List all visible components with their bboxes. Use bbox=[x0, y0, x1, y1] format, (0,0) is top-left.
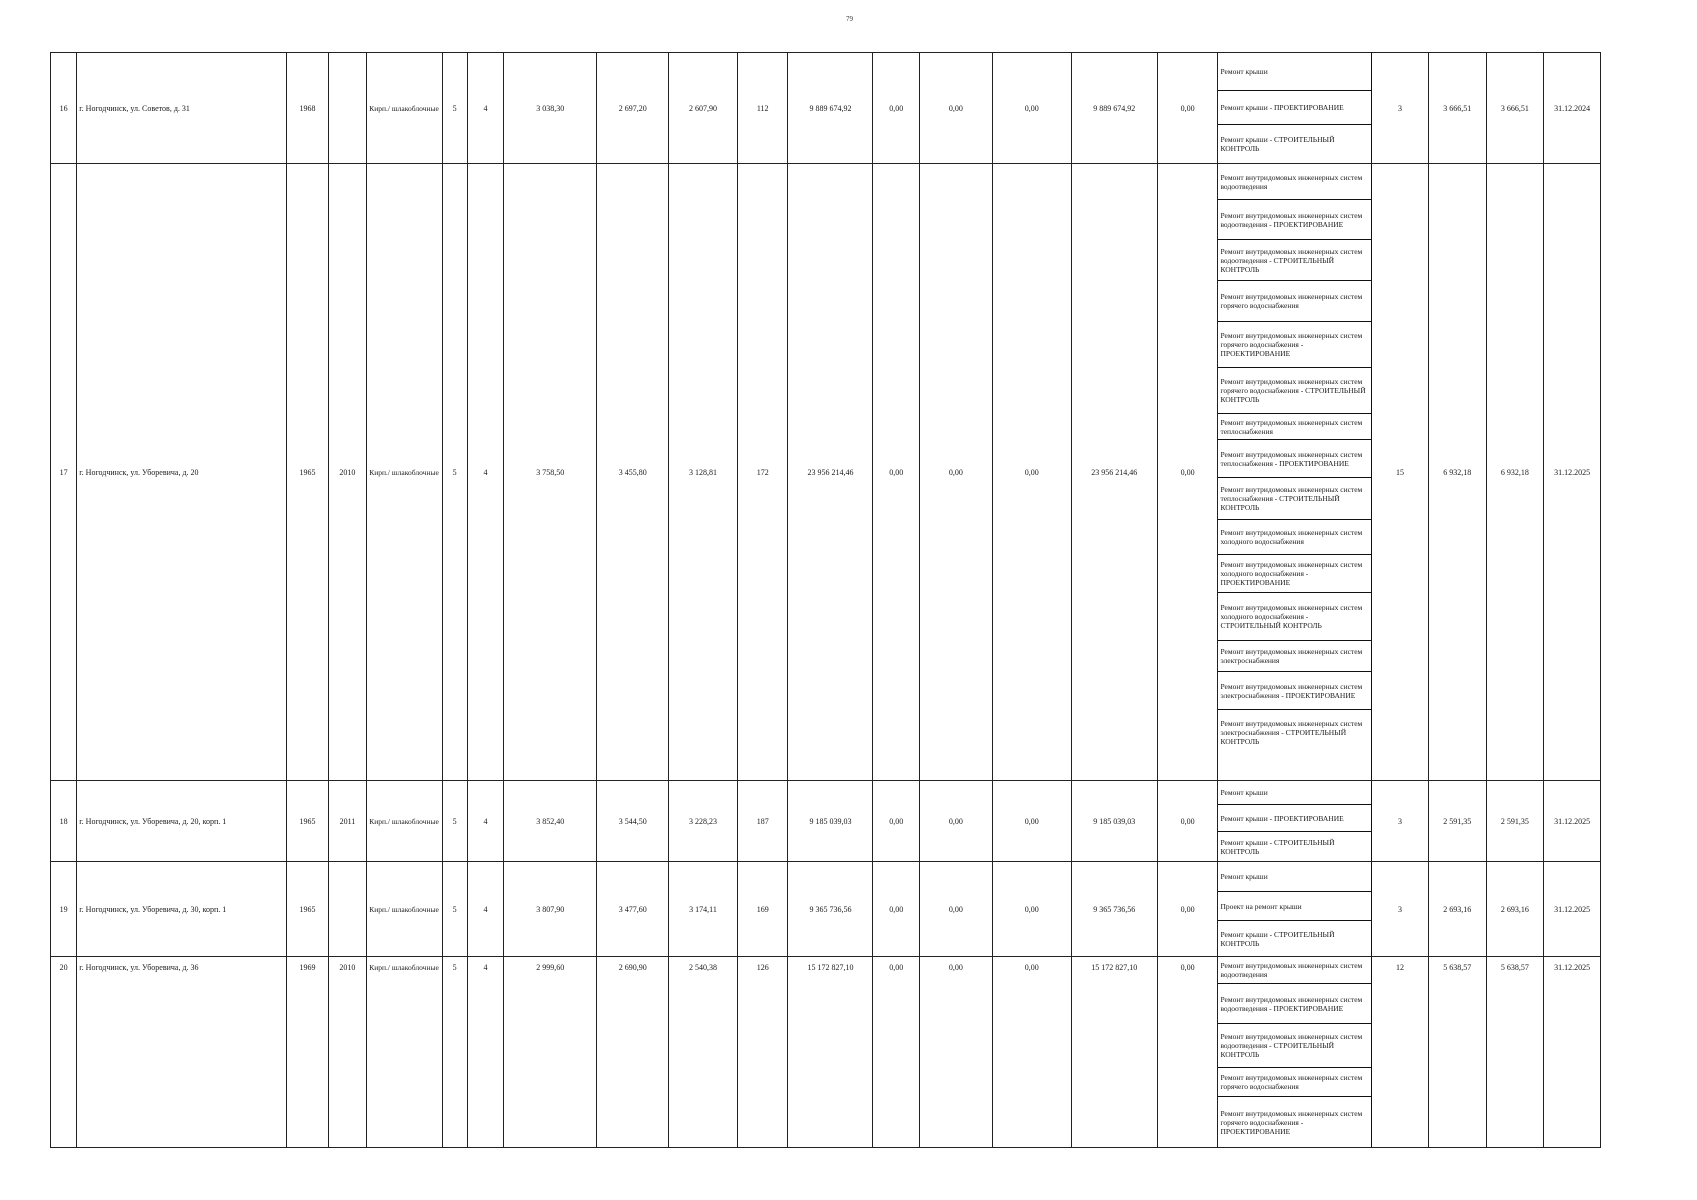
work-item: Ремонт внутридомовых инженерных систем водоотведения bbox=[1218, 164, 1371, 200]
cell-residential-area: 2 607,90 bbox=[669, 53, 738, 164]
cell-year-overhaul bbox=[329, 862, 366, 957]
cell-max-unit-cost: 2 591,35 bbox=[1486, 781, 1544, 862]
work-item: Ремонт крыши - СТРОИТЕЛЬНЫЙ КОНТРОЛЬ bbox=[1220, 135, 1335, 153]
cell-address: г. Ногодчинск, ул. Уборевича, д. 36 bbox=[77, 957, 286, 1148]
cell-total-area: 2 999,60 bbox=[504, 957, 597, 1148]
cell-entrances: 4 bbox=[467, 862, 503, 957]
cell-owners-funds: 15 172 827,10 bbox=[1071, 957, 1157, 1148]
work-item: Ремонт внутридомовых инженерных систем теплоснабжения - СТРОИТЕЛЬНЫЙ КОНТРОЛЬ bbox=[1218, 478, 1371, 520]
work-item: Ремонт внутридомовых инженерных систем теплоснабжения bbox=[1218, 414, 1371, 440]
cell-total-area: 3 758,50 bbox=[504, 164, 597, 781]
cell-no: 20 bbox=[51, 957, 77, 1148]
table-row bbox=[51, 53, 1601, 164]
cell-max-unit-cost: 2 693,16 bbox=[1486, 862, 1544, 957]
cell-fund-1: 0,00 bbox=[873, 781, 920, 862]
cell-address: г. Ногодчинск, ул. Уборевича, д. 20 bbox=[77, 164, 286, 781]
cell-floors: 5 bbox=[442, 781, 467, 862]
cell-year-overhaul: 2010 bbox=[329, 957, 366, 1148]
work-item: Ремонт внутридомовых инженерных систем водоотведения - ПРОЕКТИРОВАНИЕ bbox=[1218, 200, 1371, 240]
work-item: Ремонт крыши bbox=[1218, 53, 1371, 91]
cell-deadline: 31.12.2025 bbox=[1544, 781, 1601, 862]
cell-living-area: 3 455,80 bbox=[597, 164, 669, 781]
cell-fund-3: 0,00 bbox=[992, 53, 1071, 164]
cell-fund-2: 0,00 bbox=[920, 957, 993, 1148]
cell-wall-material: Кирп./ шлакоблочные bbox=[366, 957, 442, 1148]
cell-floors: 5 bbox=[442, 862, 467, 957]
work-item: Ремонт внутридомовых инженерных систем водоотведения - СТРОИТЕЛЬНЫЙ КОНТРОЛЬ bbox=[1218, 240, 1371, 281]
cell-residential-area: 3 174,11 bbox=[669, 862, 738, 957]
cell-year-overhaul: 2010 bbox=[329, 164, 366, 781]
cell-total-area: 3 038,30 bbox=[504, 53, 597, 164]
cell-fund-1: 0,00 bbox=[873, 164, 920, 781]
cell-works-count: 3 bbox=[1372, 53, 1429, 164]
cell-fund-2: 0,00 bbox=[920, 781, 993, 862]
cell-year-built: 1969 bbox=[286, 957, 328, 1148]
cell-other-funds: 0,00 bbox=[1157, 53, 1218, 164]
work-item: Ремонт внутридомовых инженерных систем электроснабжения - СТРОИТЕЛЬНЫЙ КОНТРОЛЬ bbox=[1220, 718, 1363, 746]
cell-entrances: 4 bbox=[467, 53, 503, 164]
cell-address: г. Ногодчинск, ул. Уборевича, д. 20, корп. 1 bbox=[77, 781, 286, 862]
cell-no: 17 bbox=[51, 164, 77, 781]
cell-year-built: 1965 bbox=[286, 781, 328, 862]
cell-year-built: 1968 bbox=[286, 53, 328, 164]
work-item: Ремонт крыши - СТРОИТЕЛЬНЫЙ КОНТРОЛЬ bbox=[1220, 929, 1335, 948]
work-item: Ремонт внутридомовых инженерных систем холодного водоснабжения - ПРОЕКТИРОВАНИЕ bbox=[1218, 555, 1371, 593]
cell-fund-3: 0,00 bbox=[992, 781, 1071, 862]
cell-total-cost: 9 185 039,03 bbox=[788, 781, 873, 862]
cell-owners-funds: 9 365 736,56 bbox=[1071, 862, 1157, 957]
cell-max-unit-cost: 6 932,18 bbox=[1486, 164, 1544, 781]
cell-total-cost: 9 889 674,92 bbox=[788, 53, 873, 164]
cell-residents: 172 bbox=[737, 164, 788, 781]
cell-other-funds: 0,00 bbox=[1157, 164, 1218, 781]
cell-wall-material: Кирп./ шлакоблочные bbox=[366, 862, 442, 957]
cell-address: г. Ногодчинск, ул. Советов, д. 31 bbox=[77, 53, 286, 164]
cell-unit-cost: 3 666,51 bbox=[1428, 53, 1486, 164]
cell-deadline: 31.12.2024 bbox=[1544, 53, 1601, 164]
work-item: Проект на ремонт крыши bbox=[1218, 892, 1371, 921]
cell-owners-funds: 9 889 674,92 bbox=[1071, 53, 1157, 164]
cell-year-overhaul: 2011 bbox=[329, 781, 366, 862]
cell-address: г. Ногодчинск, ул. Уборевича, д. 30, корп. 1 bbox=[77, 862, 286, 957]
work-item: Ремонт внутридомовых инженерных систем горячего водоснабжения bbox=[1218, 281, 1371, 322]
cell-other-funds: 0,00 bbox=[1157, 781, 1218, 862]
work-item: Ремонт крыши - СТРОИТЕЛЬНЫЙ КОНТРОЛЬ bbox=[1220, 837, 1335, 856]
table-row bbox=[51, 957, 1601, 1148]
cell-residential-area: 3 228,23 bbox=[669, 781, 738, 862]
cell-unit-cost: 5 638,57 bbox=[1428, 957, 1486, 1148]
table-row bbox=[51, 862, 1601, 957]
cell-fund-1: 0,00 bbox=[873, 53, 920, 164]
cell-total-cost: 23 956 214,46 bbox=[788, 164, 873, 781]
cell-works bbox=[1218, 957, 1372, 1148]
cell-residential-area: 3 128,81 bbox=[669, 164, 738, 781]
cell-unit-cost: 6 932,18 bbox=[1428, 164, 1486, 781]
work-item: Ремонт внутридомовых инженерных систем водоотведения bbox=[1218, 957, 1371, 984]
cell-fund-2: 0,00 bbox=[920, 862, 993, 957]
cell-total-area: 3 852,40 bbox=[504, 781, 597, 862]
cell-living-area: 3 544,50 bbox=[597, 781, 669, 862]
cell-owners-funds: 9 185 039,03 bbox=[1071, 781, 1157, 862]
cell-entrances: 4 bbox=[467, 164, 503, 781]
cell-wall-material: Кирп./ шлакоблочные bbox=[366, 53, 442, 164]
work-item: Ремонт внутридомовых инженерных систем теплоснабжения - ПРОЕКТИРОВАНИЕ bbox=[1218, 440, 1371, 478]
cell-other-funds: 0,00 bbox=[1157, 862, 1218, 957]
cell-deadline: 31.12.2025 bbox=[1544, 164, 1601, 781]
cell-deadline: 31.12.2025 bbox=[1544, 862, 1601, 957]
work-item: Ремонт внутридомовых инженерных систем горячего водоснабжения - ПРОЕКТИРОВАНИЕ bbox=[1218, 322, 1371, 368]
work-item: Ремонт крыши - ПРОЕКТИРОВАНИЕ bbox=[1218, 91, 1371, 125]
table-row bbox=[51, 781, 1601, 862]
cell-works-count: 15 bbox=[1372, 164, 1429, 781]
cell-works-count: 3 bbox=[1372, 862, 1429, 957]
cell-living-area: 2 690,90 bbox=[597, 957, 669, 1148]
work-item: Ремонт крыши bbox=[1218, 781, 1371, 805]
cell-works bbox=[1218, 862, 1372, 957]
cell-residents: 126 bbox=[737, 957, 788, 1148]
table-body bbox=[51, 53, 1601, 1148]
work-item: Ремонт внутридомовых инженерных систем водоотведения - ПРОЕКТИРОВАНИЕ bbox=[1218, 984, 1371, 1024]
page-number: 79 bbox=[846, 15, 853, 23]
cell-no: 19 bbox=[51, 862, 77, 957]
cell-owners-funds: 23 956 214,46 bbox=[1071, 164, 1157, 781]
cell-floors: 5 bbox=[442, 164, 467, 781]
work-item: Ремонт внутридомовых инженерных систем горячего водоснабжения - СТРОИТЕЛЬНЫЙ КОНТРОЛЬ bbox=[1218, 368, 1371, 414]
work-item: Ремонт внутридомовых инженерных систем холодного водоснабжения - СТРОИТЕЛЬНЫЙ КОНТРОЛЬ bbox=[1218, 593, 1371, 641]
cell-residents: 112 bbox=[737, 53, 788, 164]
cell-fund-1: 0,00 bbox=[873, 862, 920, 957]
cell-works bbox=[1218, 53, 1372, 164]
work-item: Ремонт крыши - ПРОЕКТИРОВАНИЕ bbox=[1218, 805, 1371, 832]
cell-living-area: 2 697,20 bbox=[597, 53, 669, 164]
cell-no: 18 bbox=[51, 781, 77, 862]
cell-other-funds: 0,00 bbox=[1157, 957, 1218, 1148]
cell-living-area: 3 477,60 bbox=[597, 862, 669, 957]
cell-max-unit-cost: 5 638,57 bbox=[1486, 957, 1544, 1148]
cell-residential-area: 2 540,38 bbox=[669, 957, 738, 1148]
work-item: Ремонт внутридомовых инженерных систем электроснабжения - ПРОЕКТИРОВАНИЕ bbox=[1218, 672, 1371, 710]
cell-deadline: 31.12.2025 bbox=[1544, 957, 1601, 1148]
work-item: Ремонт внутридомовых инженерных систем горячего водоснабжения - ПРОЕКТИРОВАНИЕ bbox=[1220, 1108, 1363, 1136]
cell-total-cost: 15 172 827,10 bbox=[788, 957, 873, 1148]
cell-works bbox=[1218, 781, 1372, 862]
work-item: Ремонт внутридомовых инженерных систем горячего водоснабжения bbox=[1218, 1068, 1371, 1097]
cell-unit-cost: 2 591,35 bbox=[1428, 781, 1486, 862]
cell-fund-3: 0,00 bbox=[992, 164, 1071, 781]
capital-repair-table bbox=[50, 52, 1601, 1148]
cell-year-built: 1965 bbox=[286, 862, 328, 957]
cell-wall-material: Кирп./ шлакоблочные bbox=[366, 781, 442, 862]
work-item: Ремонт крыши bbox=[1218, 862, 1371, 892]
work-item: Ремонт внутридомовых инженерных систем водоотведения - СТРОИТЕЛЬНЫЙ КОНТРОЛЬ bbox=[1218, 1024, 1371, 1068]
work-item: Ремонт внутридомовых инженерных систем электроснабжения bbox=[1218, 641, 1371, 672]
cell-works-count: 12 bbox=[1372, 957, 1429, 1148]
cell-fund-3: 0,00 bbox=[992, 862, 1071, 957]
cell-residents: 169 bbox=[737, 862, 788, 957]
cell-works-count: 3 bbox=[1372, 781, 1429, 862]
cell-fund-2: 0,00 bbox=[920, 164, 993, 781]
cell-entrances: 4 bbox=[467, 957, 503, 1148]
table-row bbox=[51, 164, 1601, 781]
cell-no: 16 bbox=[51, 53, 77, 164]
cell-works bbox=[1218, 164, 1372, 781]
cell-year-overhaul bbox=[329, 53, 366, 164]
cell-residents: 187 bbox=[737, 781, 788, 862]
cell-fund-1: 0,00 bbox=[873, 957, 920, 1148]
cell-unit-cost: 2 693,16 bbox=[1428, 862, 1486, 957]
cell-floors: 5 bbox=[442, 53, 467, 164]
cell-entrances: 4 bbox=[467, 781, 503, 862]
cell-floors: 5 bbox=[442, 957, 467, 1148]
cell-fund-2: 0,00 bbox=[920, 53, 993, 164]
cell-fund-3: 0,00 bbox=[992, 957, 1071, 1148]
cell-total-area: 3 807,90 bbox=[504, 862, 597, 957]
cell-wall-material: Кирп./ шлакоблочные bbox=[366, 164, 442, 781]
cell-max-unit-cost: 3 666,51 bbox=[1486, 53, 1544, 164]
cell-total-cost: 9 365 736,56 bbox=[788, 862, 873, 957]
cell-year-built: 1965 bbox=[286, 164, 328, 781]
work-item: Ремонт внутридомовых инженерных систем холодного водоснабжения bbox=[1218, 520, 1371, 555]
